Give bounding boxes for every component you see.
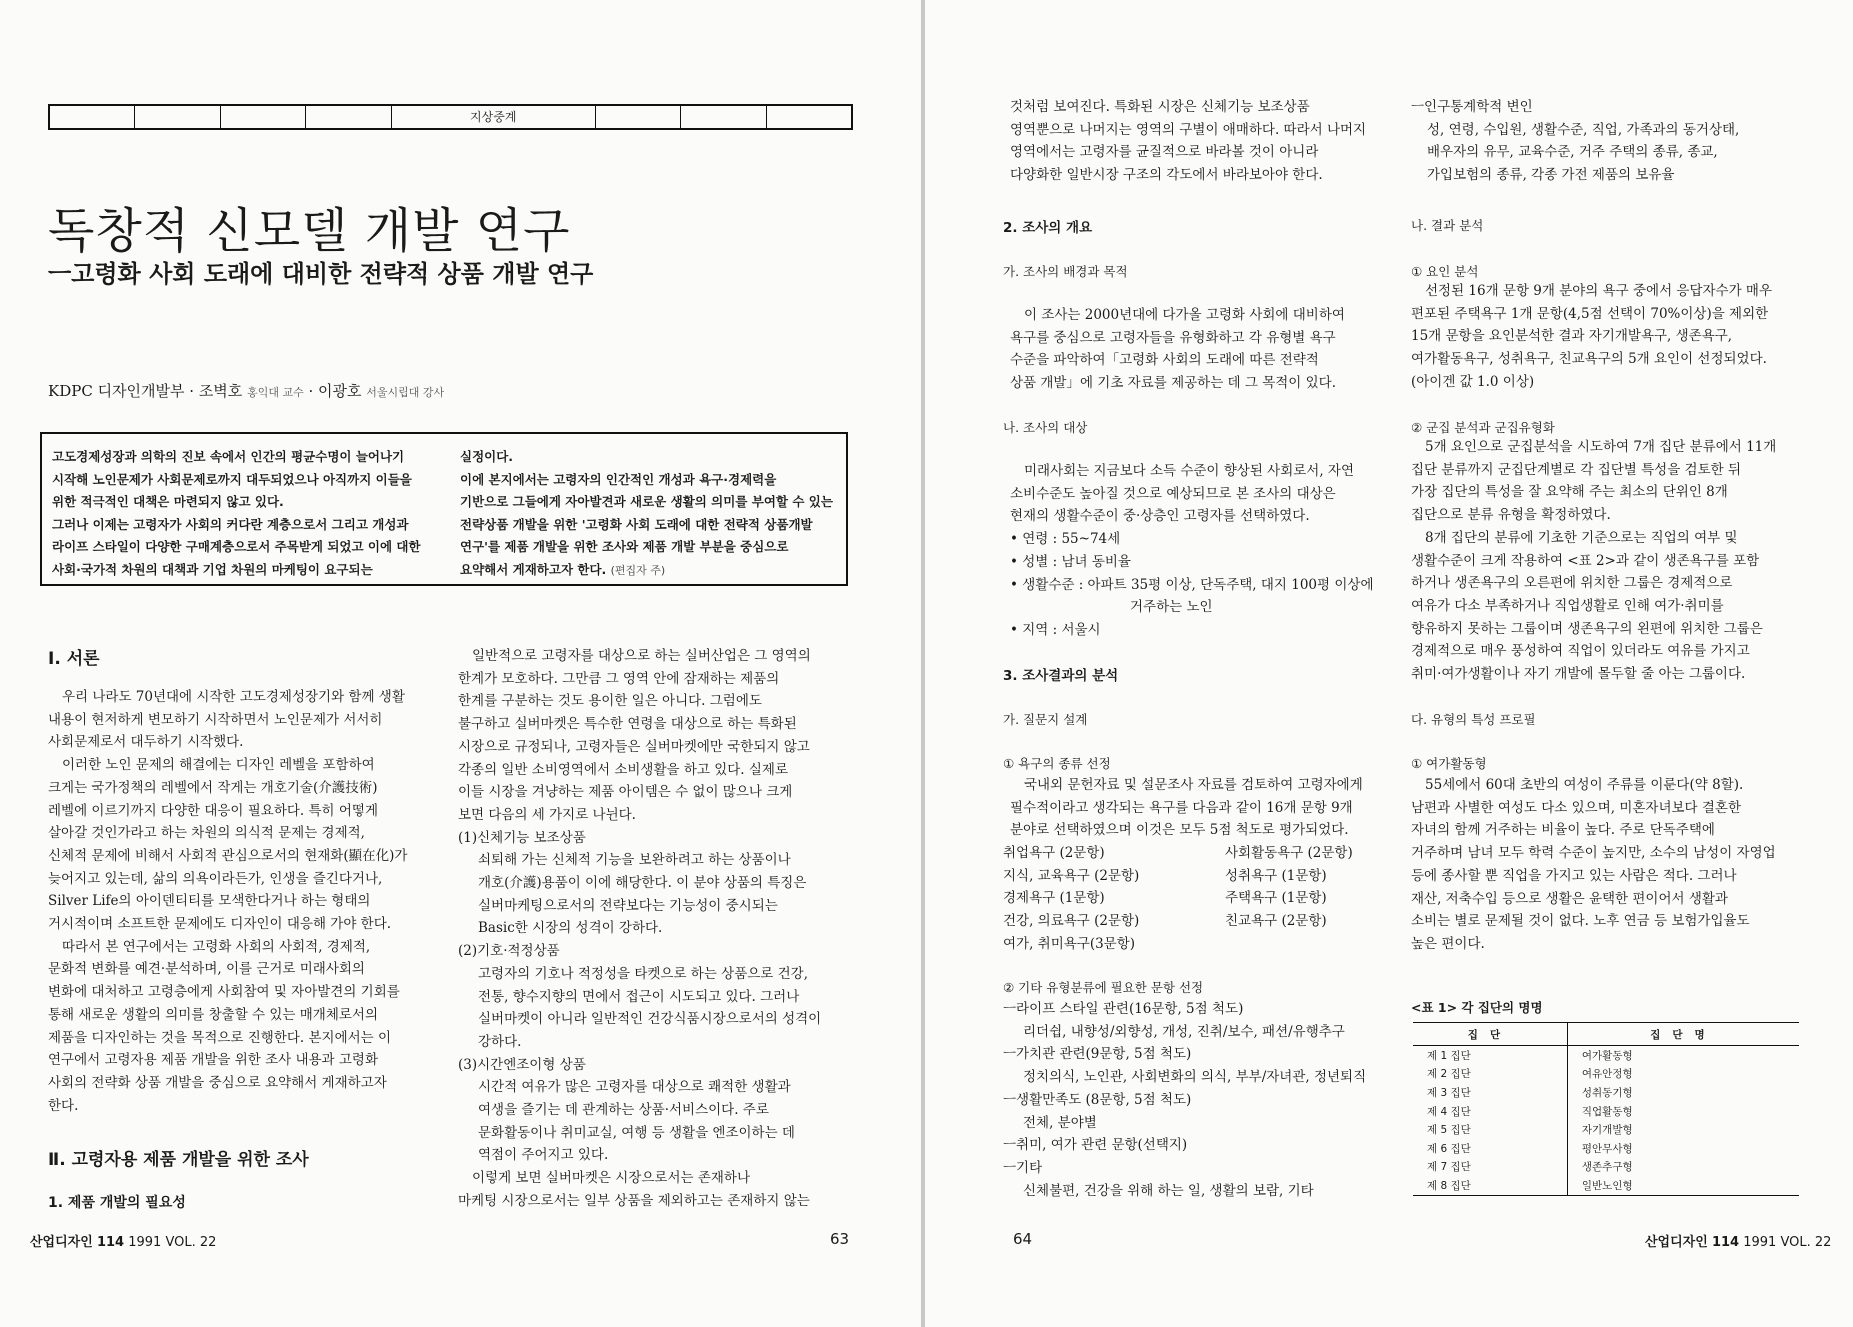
footer-vol: VOL. 22 <box>1780 1235 1832 1250</box>
article-subtitle: ㅡ고령화 사회 도래에 대비한 전략적 상품 개발 연구 <box>48 260 594 288</box>
left-footer <box>30 1231 216 1250</box>
table-header-name: 집단명 <box>1567 1023 1799 1046</box>
body-line: 등에 종사할 뿐 직업을 가지고 있는 사람은 적다. 그러나 <box>1411 867 1737 884</box>
group-name-table <box>1413 1022 1799 1196</box>
s2a-body <box>1010 304 1450 395</box>
editor-note: (편집자 주) <box>610 563 666 577</box>
body-line: 강하다. <box>478 1033 522 1050</box>
body-line: 5개 요인으로 군집분석을 시도하여 7개 집단 분류에서 11개 <box>1425 439 1777 455</box>
abstract-line: 연구'를 제품 개발을 위한 조사와 제품 개발 부분을 중심으로 <box>460 539 789 554</box>
body-line: 하거나 생존욕구의 오른편에 위치한 그룹은 경제적으로 <box>1411 575 1733 592</box>
table-cell: 제 5 집단 <box>1413 1120 1567 1139</box>
body-line: ㅡ취미, 여가 관련 문항(선택지) <box>1003 1137 1188 1154</box>
table-cell: 직업활동형 <box>1581 1105 1633 1118</box>
body-line: 국내외 문헌자료 및 설문조사 자료를 검토하여 고령자에게 <box>1024 777 1363 793</box>
table-cell: 제 7 집단 <box>1413 1158 1567 1177</box>
footer-mag: 산업디자인 <box>30 1235 93 1250</box>
body-line: 고령자의 기호나 적정성을 타켓으로 하는 상품으로 건강, <box>478 965 808 982</box>
s3b-heading: 나. 결과 분석 <box>1411 218 1484 233</box>
s3c1-heading: ① 여가활동형 <box>1411 756 1487 771</box>
table-row <box>1413 1139 1799 1158</box>
sec2-sub-heading: 1. 제품 개발의 필요성 <box>48 1195 186 1211</box>
body-line: 사회의 전략화 상품 개발을 중심으로 요약해서 게재하고자 <box>48 1074 387 1091</box>
need-item: 사회활동욕구 (2문항) <box>1225 845 1353 861</box>
s3a1-body <box>1010 774 1450 842</box>
body-line: 취미·여가생활이나 자기 개발에 몰두할 줄 아는 그룹이다. <box>1411 666 1746 683</box>
need-item: 친교욕구 (2문항) <box>1225 913 1327 930</box>
body-line: 이들 시장을 겨냥하는 제품 아이템은 수 없이 많으나 크게 <box>458 784 793 801</box>
s3a2-heading: ② 기타 유형분류에 필요한 문항 선정 <box>1003 980 1204 995</box>
item-heading: (3)시간엔조이형 상품 <box>458 1056 586 1073</box>
body-line: 신체불편, 건강을 위해 하는 일, 생활의 보람, 기타 <box>1023 1182 1314 1199</box>
body-line: 문화적 변화를 예견·분석하며, 이를 근거로 미래사회의 <box>48 961 365 978</box>
table-row <box>1413 1102 1799 1121</box>
body-line: 15개 문항을 요인분석한 결과 자기개발욕구, 생존욕구, <box>1411 328 1733 345</box>
body-line: 다양화한 일반시장 구조의 각도에서 바라보아야 한다. <box>1010 167 1323 184</box>
table-cell: 여가활동형 <box>1581 1049 1633 1062</box>
body-line: 통해 새로운 생활의 의미를 창출할 수 있는 매개체로서의 <box>48 1006 378 1023</box>
table-cell: 제 4 집단 <box>1413 1102 1567 1121</box>
body-line: 남편과 사별한 여성도 다소 있으며, 미혼자녀보다 결혼한 <box>1411 799 1741 816</box>
body-line: 시장으로 규정되나, 고령자들은 실버마켓에만 국한되지 않고 <box>458 738 810 755</box>
body-line: 레벨에 이르기까지 다양한 대응이 필요하다. 특히 어떻게 <box>48 802 378 819</box>
body-line: 성, 연령, 수입원, 생활수준, 직업, 가족과의 동거상태, <box>1427 121 1740 138</box>
body-line: ㅡ가치관 관련(9문항, 5점 척도) <box>1003 1046 1192 1063</box>
body-line: 생활수준이 크게 작용하여 <표 2>과 같이 생존욕구를 포함 <box>1411 552 1760 569</box>
abstract-line: 실정이다. <box>460 449 514 464</box>
body-line: 정치의식, 노인관, 사회변화의 의식, 부부/자녀관, 정년퇴직 <box>1023 1069 1367 1086</box>
need-item: 주택욕구 (1문항) <box>1225 890 1327 907</box>
need-item: 경제욕구 (1문항) <box>1003 890 1105 907</box>
abstract-line: 전략상품 개발을 위한 '고령화 사회 도래에 대한 전략적 상품개발 <box>460 516 813 532</box>
table-cell: 평안무사형 <box>1581 1142 1633 1155</box>
abstract-line: 고도경제성장과 의학의 진보 속에서 인간의 평균수명이 늘어나기 <box>52 449 405 464</box>
body-line: 자녀의 함께 거주하는 비율이 높다. 주로 단독주택에 <box>1411 822 1715 839</box>
table-row <box>1413 1046 1799 1065</box>
body-line: 한계가 모호하다. 그만큼 그 영역 안에 잠재하는 제품의 <box>458 670 780 687</box>
table-cell: 생존추구형 <box>1581 1161 1633 1174</box>
body-line: 리더쉽, 내향성/외향성, 개성, 진취/보수, 패션/유행추구 <box>1023 1023 1345 1040</box>
body-line: ㅡ기타 <box>1003 1159 1043 1176</box>
body-line: 소비는 별로 문제될 것이 없다. 노후 연금 등 보험가입율도 <box>1411 913 1750 930</box>
body-line: 8개 집단의 분류에 기초한 기준으로는 직업의 여부 및 <box>1425 529 1738 546</box>
table-row <box>1413 1083 1799 1102</box>
body-line: 필수적이라고 생각되는 욕구를 다음과 같이 16개 문항 9개 <box>1010 799 1353 816</box>
s2-heading: 2. 조사의 개요 <box>1003 220 1093 236</box>
s3a-heading: 가. 질문지 설계 <box>1003 712 1088 727</box>
s3c1-body <box>1411 774 1831 956</box>
body-line: 여가활동욕구, 성취욕구, 친교욕구의 5개 요인이 선정되었다. <box>1411 351 1767 368</box>
body-line: 보면 다음의 세 가지로 나뉜다. <box>458 806 636 823</box>
body-line: 미래사회는 지금보다 소득 수준이 향상된 사회로서, 자연 <box>1024 463 1354 479</box>
body-line: 이러한 노인 문제의 해결에는 디자인 레벨을 포함하여 <box>62 757 375 774</box>
body-line: 내용이 현저하게 변모하기 시작하면서 노인문제가 서서히 <box>48 711 383 728</box>
body-line: 욕구를 중심으로 고령자들을 유형화하고 각 유형별 욕구 <box>1010 329 1336 346</box>
footer-issue: 114 <box>96 1235 125 1250</box>
abstract-line: 기반으로 그들에게 자아발견과 새로운 생활의 의미를 부여할 수 있는 <box>460 494 833 509</box>
body-line: 이렇게 보면 실버마켓은 시장으로서는 존재하나 <box>472 1170 750 1187</box>
body-line: 불구하고 실버마켓은 특수한 연령을 대상으로 하는 특화된 <box>458 716 797 733</box>
body-line: 한계를 구분하는 것도 용이한 일은 아니다. 그럼에도 <box>458 693 762 710</box>
table-row <box>1413 1120 1799 1139</box>
article-title: 독창적 신모델 개발 연구 <box>48 203 571 259</box>
s3a1-heading: ① 욕구의 종류 선정 <box>1003 756 1111 771</box>
r-col2-top <box>1411 96 1831 187</box>
bullet-line: • 생활수준 : 아파트 35평 이상, 단독주택, 대지 100평 이상에 <box>1010 576 1374 593</box>
abstract-line: 그러나 이제는 고령자가 사회의 커다란 계층으로서 그리고 개성과 <box>52 516 409 532</box>
sec1-body <box>48 686 448 1117</box>
body-line: 편포된 주택욕구 1개 문항(4,5점 선택이 70%이상)을 제외한 <box>1411 305 1769 322</box>
abstract-line: 사회·국가적 차원의 대책과 기업 차원의 마케팅이 요구되는 <box>52 561 373 577</box>
table-row <box>1413 1176 1799 1195</box>
col2-body <box>458 645 878 1213</box>
body-line: 문화활동이나 취미교실, 여행 등 생활을 엔조이하는 데 <box>478 1124 795 1141</box>
body-line: 실버마켓이 아니라 일반적인 건강식품시장으로서의 성격이 <box>478 1011 822 1028</box>
s3b1-heading: ① 요인 분석 <box>1411 264 1479 279</box>
authors <box>48 380 444 401</box>
s3b1-body <box>1411 280 1831 394</box>
body-line: 전체, 분야별 <box>1023 1114 1097 1131</box>
body-line: 분야로 선택하였으며 이것은 모두 5점 척도로 평가되었다. <box>1010 822 1349 839</box>
table-cell: 제 3 집단 <box>1413 1083 1567 1102</box>
body-line: 일반적으로 고령자를 대상으로 하는 실버산업은 그 영역의 <box>472 648 811 664</box>
body-line: 우리 나라도 70년대에 시작한 고도경제성장기와 함께 생활 <box>62 689 405 705</box>
need-item: 취업욕구 (2문항) <box>1003 845 1105 861</box>
body-line: 연구에서 고령자용 제품 개발을 위한 조사 내용과 고령화 <box>48 1052 378 1069</box>
s3b2-body <box>1411 436 1831 686</box>
table-cell: 제 1 집단 <box>1413 1046 1567 1065</box>
body-line: 경제적으로 매우 풍성하여 직업이 있더라도 여유를 가지고 <box>1411 643 1750 660</box>
abstract-last-text: 요약해서 게재하고자 한다. <box>460 561 607 577</box>
table-row <box>1413 1158 1799 1177</box>
body-line: 거주하며 남녀 모두 학력 수준이 높지만, 소수의 남성이 자영업 <box>1411 845 1776 862</box>
body-line: 변화에 대처하고 고령층에게 사회참여 및 자아발견의 기회를 <box>48 984 400 1001</box>
abstract-line: 라이프 스타일이 다양한 구매계층으로서 주목받게 되었고 이에 대한 <box>52 539 421 554</box>
body-line: 개호(介護)용품이 이에 해당한다. 이 분야 상품의 특징은 <box>478 875 807 892</box>
s3c-heading: 다. 유형의 특성 프로필 <box>1411 712 1536 727</box>
body-line: 재산, 저축수입 등으로 생활은 윤택한 편이어서 생활과 <box>1411 890 1728 907</box>
body-line: 집단 분류까지 군집단계별로 각 집단별 특성을 검토한 뒤 <box>1411 461 1741 478</box>
body-line: 마케팅 시장으로서는 일부 상품을 제외하고는 존재하지 않는 <box>458 1192 810 1209</box>
need-item: 성취욕구 (1문항) <box>1225 867 1327 884</box>
needs-list-left <box>1003 842 1223 956</box>
right-footer <box>1645 1231 1831 1250</box>
body-line: 현재의 생활수준이 중·상층인 고령자를 선택하였다. <box>1010 508 1310 525</box>
body-line: 영역에서는 고령자를 균질적으로 바라볼 것이 아니라 <box>1010 144 1319 161</box>
body-line: Basic한 시장의 성격이 강하다. <box>478 920 663 937</box>
footer-mag: 산업디자인 <box>1645 1235 1708 1250</box>
body-line: 크게는 국가정책의 레벨에서 작게는 개호기술(介護技術) <box>48 779 378 796</box>
body-line: 따라서 본 연구에서는 고령화 사회의 사회적, 경제적, <box>62 938 371 955</box>
table-cell: 자기개발형 <box>1581 1124 1633 1137</box>
need-item: 건강, 의료욕구 (2문항) <box>1003 913 1140 930</box>
table-header-row <box>1413 1023 1799 1046</box>
body-line: (아이겐 값 1.0 이상) <box>1411 373 1535 390</box>
author-aff-2: 서울시립대 강사 <box>366 386 445 399</box>
body-line: 전통, 향수지향의 면에서 접근이 시도되고 있다. 그러나 <box>478 988 800 1005</box>
body-line: 제품을 디자인하는 것을 목적으로 진행한다. 본지에서는 이 <box>48 1029 392 1046</box>
footer-issue: 114 <box>1711 1235 1740 1250</box>
body-line: 수준을 파악하여「고령화 사회의 도래에 따른 전략적 <box>1010 352 1319 369</box>
author-org: KDPC 디자인개발부 · 조벽호 <box>48 382 243 400</box>
body-line: 이 조사는 2000년대에 다가올 고령화 사회에 대비하여 <box>1024 307 1345 323</box>
bullet-line: • 지역 : 서울시 <box>1010 621 1101 638</box>
body-line: 사회문제로서 대두하기 시작했다. <box>48 734 244 751</box>
body-line: 여유가 다소 부족하거나 직업생활로 인해 여가·취미를 <box>1411 597 1724 614</box>
bullet-line: • 연령 : 55~74세 <box>1010 531 1121 548</box>
body-line: 여생을 즐기는 데 관계하는 상품·서비스이다. 주로 <box>478 1102 769 1119</box>
need-item: 여가, 취미욕구(3문항) <box>1003 935 1136 952</box>
body-line: 배우자의 유무, 교육수준, 거주 주택의 종류, 종교, <box>1427 144 1718 161</box>
author-sep: · 이광호 <box>308 382 362 400</box>
section-label: 지상중계 <box>392 106 596 128</box>
body-line: ㅡ인구통계학적 변인 <box>1411 99 1533 115</box>
table-cell: 여유안정형 <box>1581 1068 1633 1081</box>
body-line: 것처럼 보여진다. 특화된 시장은 신체기능 보조상품 <box>1010 99 1310 115</box>
s3-heading: 3. 조사결과의 분석 <box>1003 668 1119 684</box>
page-number-left: 63 <box>830 1230 850 1248</box>
need-item: 지식, 교육욕구 (2문항) <box>1003 867 1140 884</box>
body-line: 각종의 일반 소비영역에서 소비생활을 하고 있다. 실제로 <box>458 761 788 778</box>
r-col1-intro <box>1010 96 1450 187</box>
abstract-line: 이에 본지에서는 고령자의 인간적인 개성과 욕구·경제력을 <box>460 471 777 487</box>
section-header-bar <box>48 104 853 130</box>
body-line: 역점이 주어지고 있다. <box>478 1147 609 1164</box>
item-heading: (2)기호·적정상품 <box>458 943 560 960</box>
body-line: 가입보험의 종류, 각종 가전 제품의 보유율 <box>1427 167 1675 184</box>
sec1-heading: Ⅰ. 서론 <box>48 649 100 669</box>
abstract-line: 위한 적극적인 대책은 마련되지 않고 있다. <box>52 494 284 509</box>
abstract-col-2 <box>460 446 840 582</box>
body-line: ㅡ라이프 스타일 관련(16문항, 5점 척도) <box>1003 1001 1244 1017</box>
abstract-line <box>460 559 840 583</box>
body-line: 거시적이며 소프트한 문제에도 디자인이 대응해 가야 한다. <box>48 916 392 933</box>
s3b2-heading: ② 군집 분석과 군집유형화 <box>1411 420 1555 435</box>
s2a-heading: 가. 조사의 배경과 목적 <box>1003 264 1128 279</box>
body-line: 살아갈 것인가라고 하는 차원의 의식적 문제는 경제적, <box>48 825 365 842</box>
body-line: Silver Life의 아이덴티티를 모색한다거나 하는 형태의 <box>48 893 371 910</box>
abstract-box <box>40 432 848 586</box>
body-line: 55세에서 60대 초반의 여성이 주류를 이룬다(약 8할). <box>1425 777 1744 793</box>
s3a2-body <box>1003 998 1453 1202</box>
s2b-heading: 나. 조사의 대상 <box>1003 420 1088 435</box>
table-header-group: 집단 <box>1413 1023 1567 1046</box>
body-line: 영역뿐으로 나머지는 영역의 구별이 애매하다. 따라서 나머지 <box>1010 121 1367 138</box>
left-page <box>0 0 921 1327</box>
body-line: 높은 편이다. <box>1411 935 1485 952</box>
bullet-line: • 성별 : 남녀 동비율 <box>1010 553 1131 570</box>
body-line: 선정된 16개 문항 9개 분야의 욕구 중에서 응답자수가 매우 <box>1425 283 1772 299</box>
body-line: 집단으로 분류 유형을 확정하였다. <box>1411 507 1611 524</box>
table-cell: 제 6 집단 <box>1413 1139 1567 1158</box>
table-cell: 일반노인형 <box>1567 1176 1799 1195</box>
author-aff-1: 홍익대 교수 <box>247 386 304 399</box>
abstract-col-1 <box>52 446 452 581</box>
footer-year: 1991 <box>1743 1235 1777 1250</box>
sec2-heading: Ⅱ. 고령자용 제품 개발을 위한 조사 <box>48 1150 309 1170</box>
body-line: 시간적 여유가 많은 고령자를 대상으로 쾌적한 생활과 <box>478 1079 791 1096</box>
body-line: 상품 개발」에 기초 자료를 제공하는 데 그 목적이 있다. <box>1010 375 1336 392</box>
body-line: 소비수준도 높아질 것으로 예상되므로 본 조사의 대상은 <box>1010 485 1336 502</box>
item-heading: (1)신체기능 보조상품 <box>458 829 586 846</box>
body-line: 신체적 문제에 비해서 사회적 관심으로서의 현재화(顯在化)가 <box>48 847 408 864</box>
s2b-body <box>1010 460 1450 642</box>
page-number-right: 64 <box>1013 1230 1033 1248</box>
body-line: 한다. <box>48 1097 79 1114</box>
table-cell: 성취동기형 <box>1581 1086 1633 1099</box>
bullet-line: 거주하는 노인 <box>1130 599 1213 616</box>
body-line: 늦어지고 있는데, 삶의 의욕이라든가, 인생을 즐긴다거나, <box>48 870 383 887</box>
footer-vol: VOL. 22 <box>165 1235 217 1250</box>
footer-year: 1991 <box>128 1235 162 1250</box>
body-line: 가장 집단의 특성을 잘 요약해 주는 최소의 단위인 8개 <box>1411 484 1728 501</box>
right-page <box>925 0 1853 1327</box>
table-caption: <표 1> 각 집단의 명명 <box>1411 1000 1543 1015</box>
body-line: 실버마케팅으로서의 전략보다는 기능성이 중시되는 <box>478 897 778 914</box>
abstract-line: 시작해 노인문제가 사회문제로까지 대두되었으나 아직까지 이들을 <box>52 471 412 487</box>
body-line: 쇠퇴해 가는 신체적 기능을 보완하려고 하는 상품이나 <box>478 852 791 869</box>
table-cell: 제 2 집단 <box>1413 1065 1567 1084</box>
body-line: ㅡ생활만족도 (8문항, 5점 척도) <box>1003 1091 1192 1108</box>
table-cell: 제 8 집단 <box>1413 1176 1567 1195</box>
body-line: 향유하지 못하는 그룹이며 생존욕구의 왼편에 위치한 그룹은 <box>1411 620 1763 637</box>
table-row <box>1413 1065 1799 1084</box>
